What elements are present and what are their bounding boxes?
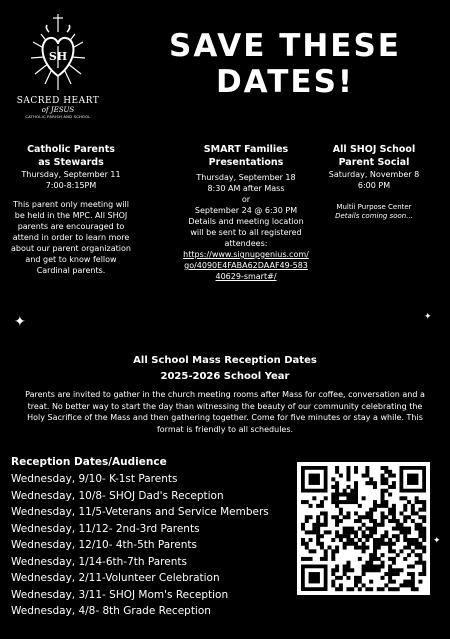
logo-line-1: SACRED HEART xyxy=(16,96,100,106)
event-date: Thursday, September 18 xyxy=(196,173,296,182)
mass-heading-line-1: All School Mass Reception Dates xyxy=(133,355,317,366)
mass-heading xyxy=(0,353,450,385)
event-heading-line: All SHOJ School xyxy=(332,144,416,155)
event-date: Saturday, November 8 xyxy=(328,170,420,179)
event-heading-line: SMART Families xyxy=(203,144,289,155)
sparkle-icon: ✦ xyxy=(424,312,432,322)
event-catholic-parents xyxy=(8,143,134,276)
event-heading-line: Catholic Parents xyxy=(27,144,115,155)
reception-item: Wednesday, 4/8- 8th Grade Reception xyxy=(11,605,211,617)
event-location: Multii Purpose Center xyxy=(336,203,412,211)
mass-heading-line-2: 2025-2026 School Year xyxy=(160,371,290,382)
event-heading-line: as Stewards xyxy=(38,157,104,168)
reception-item: Wednesday, 10/8- SHOJ Dad's Reception xyxy=(11,489,224,502)
parish-logo xyxy=(12,12,104,119)
logo-line-2: of JESUS xyxy=(41,106,75,114)
event-smart-families xyxy=(183,143,309,282)
event-date: Thursday, September 11 xyxy=(21,170,121,179)
signup-link[interactable]: https://www.signupgenius.com/go/4090E4FABA62DAAF49-58340629-smart#/ xyxy=(183,250,309,281)
reception-heading: Reception Dates/Audience xyxy=(11,456,167,468)
logo-line-3: CATHOLIC PARISH AND SCHOOL xyxy=(25,115,91,119)
reception-item: Wednesday, 3/11- SHOJ Mom's Reception xyxy=(11,588,229,601)
svg-text:SH: SH xyxy=(48,50,68,63)
reception-item: Wednesday, 11/12- 2nd-3rd Parents xyxy=(11,522,200,535)
reception-item: Wednesday, 2/11-Volunteer Celebration xyxy=(11,572,220,584)
event-heading-line: Parent Social xyxy=(338,157,410,168)
event-description: This parent only meeting will be held in the MPC. All SHOJ parents are encouraged to attend in order to learn more about our parent organization and get to know fellow Cardinal parents. xyxy=(11,200,131,275)
event-time: 7:00-8:15PM xyxy=(45,181,97,190)
event-parent-social xyxy=(318,143,430,221)
event-heading-line: Presentations xyxy=(208,157,284,168)
page-title xyxy=(125,28,445,100)
event-description: Details and meeting location will be sent to all registered attendees: xyxy=(188,217,304,248)
mass-paragraph: Parents are invited to gather in the church meeting rooms after Mass for coffee, conversation and a treat. No better way to start the day than witnessing the beauty of our community celebrating the Holy Sacrifice of the Mass and then gathering together. Come for five minutes or stay a while. This format is friendly to all schedules. xyxy=(25,390,425,434)
reception-item: Wednesday, 9/10- K-1st Parents xyxy=(11,473,178,485)
event-or: or xyxy=(241,195,251,204)
reception-item: Wednesday, 1/14-6th-7th Parents xyxy=(11,555,187,568)
reception-item: Wednesday, 11/5-Veterans and Service Members xyxy=(11,506,269,518)
event-time: 6:00 PM xyxy=(357,181,391,190)
qr-code[interactable] xyxy=(297,462,430,595)
title-line-1: SAVE THESE xyxy=(169,28,401,64)
title-line-2: DATES! xyxy=(215,64,355,100)
sparkle-icon: ✦ xyxy=(433,536,441,546)
event-note: Details coming soon... xyxy=(335,212,413,220)
reception-list xyxy=(11,455,301,620)
event-alt-date: September 24 @ 6:30 PM xyxy=(194,206,298,215)
qr-code-icon xyxy=(297,462,430,595)
sparkle-icon: ✦ xyxy=(14,314,26,330)
sacred-heart-emblem-icon xyxy=(29,12,87,94)
event-time: 8:30 AM after Mass xyxy=(207,184,285,193)
reception-item: Wednesday, 12/10- 4th-5th Parents xyxy=(11,539,197,551)
